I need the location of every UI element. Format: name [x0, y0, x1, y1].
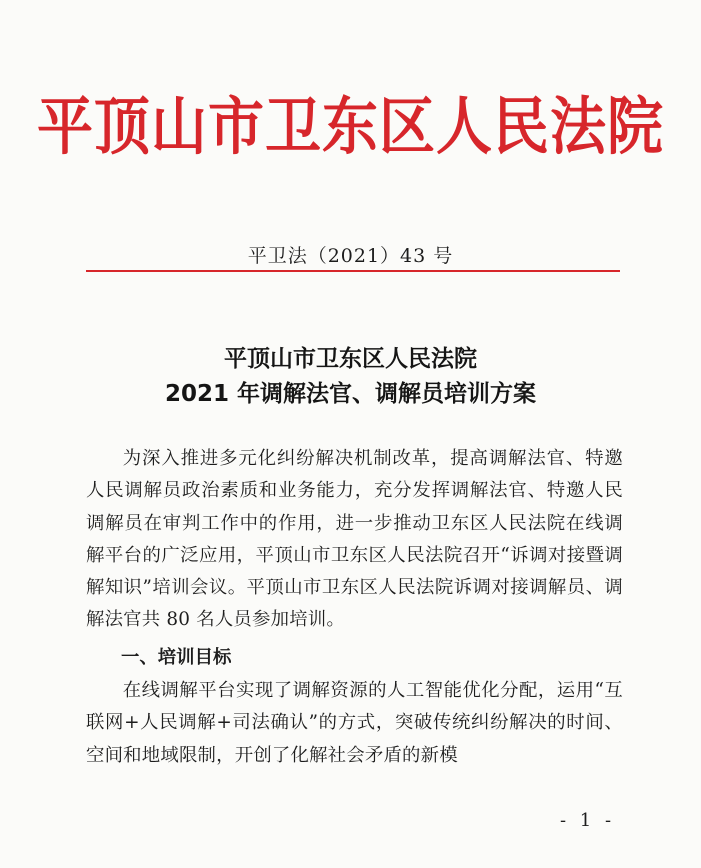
intro-paragraph: 为深入推进多元化纠纷解决机制改革，提高调解法官、特邀人民调解员政治素质和业务能力，充分发挥调解法官、特邀人民调解员在审判工作中的作用，进一步推动卫东区人民法院在线调解平台的广泛应用，平顶山市卫东区人民法院召开“诉调对接暨调解知识”培训会议。平顶山市卫东区人民法院诉调对接调解员、调解法官共 80 名人员参加培训。 [86, 448, 623, 631]
document-title-line1: 平顶山市卫东区人民法院 [224, 346, 477, 372]
letterhead-title: 平顶山市卫东区人民法院 [37, 90, 664, 164]
red-divider-line [86, 270, 620, 272]
intro-paragraph-block [86, 443, 623, 637]
section-heading-training-goals: 一、培训目标 [121, 647, 232, 668]
document-number: 平卫法（2021）43 号 [247, 245, 454, 267]
page-number: - 1 - [560, 810, 616, 831]
document-title-line2: 2021 年调解法官、调解员培训方案 [164, 381, 537, 407]
section1-paragraph: 在线调解平台实现了调解资源的人工智能优化分配，运用“互联网+人民调解+司法确认”的方式，突破传统纠纷解决的时间、空间和地域限制，开创了化解社会矛盾的新模 [86, 680, 623, 766]
section1-paragraph-block [86, 675, 623, 772]
